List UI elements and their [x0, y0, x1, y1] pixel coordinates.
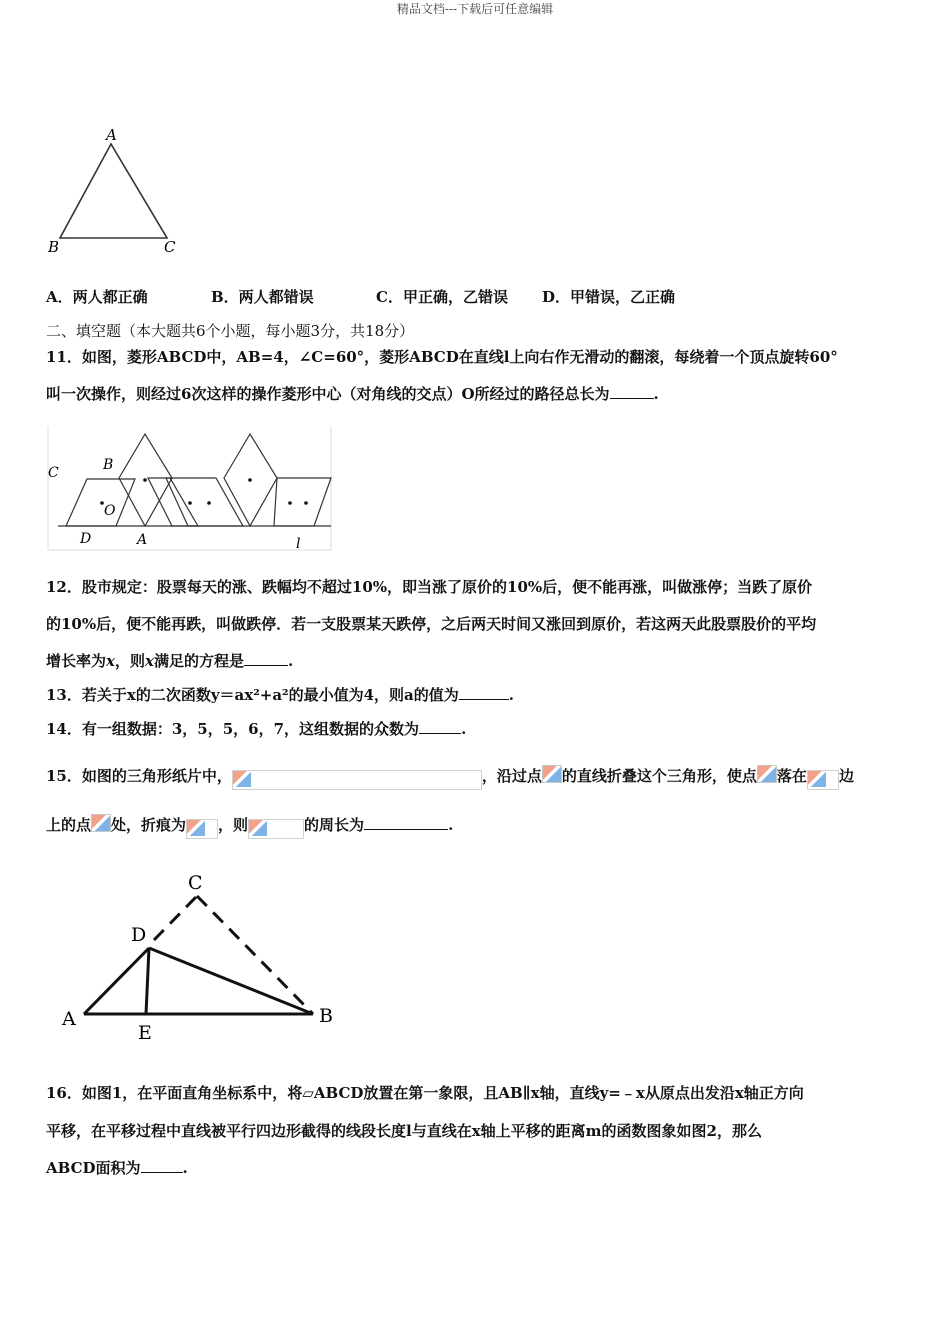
- fold-triangle-figure: [56, 868, 346, 1048]
- label-d: D: [80, 531, 92, 547]
- q15-line1: 15．如图的三角形纸片中， ，沿过点 的直线折叠这个三角形，使点 落在 边: [46, 765, 854, 790]
- triangle-figure: [40, 122, 190, 262]
- answer-blank: [141, 1158, 183, 1173]
- label-a: A: [62, 1008, 76, 1030]
- q12-line2: 的10%后，便不能再跌，叫做跌停．若一支股票某天跌停，之后两天时间又涨回到原价，若这两天此股票股价的平均: [46, 615, 817, 633]
- label-b: B: [103, 457, 114, 473]
- answer-blank: [459, 685, 509, 700]
- vertex-label-c: C: [164, 238, 176, 256]
- broken-image-icon: [186, 819, 218, 839]
- broken-image-icon: [757, 765, 777, 783]
- option-a: A．两人都正确: [46, 288, 148, 306]
- q13: 13．若关于x的二次函数y＝ax²+a²的最小值为4，则a的值为 .: [46, 686, 515, 704]
- q11-text: 叫一次操作，则经过6次这样的操作菱形中心（对角线的交点）O所经过的路径总长为: [46, 385, 610, 403]
- option-d: D．甲错误，乙正确: [542, 288, 676, 306]
- label-b: B: [319, 1005, 333, 1027]
- page-header: 精品文档---下载后可任意编辑: [396, 2, 554, 16]
- q16-line1: 16．如图1，在平面直角坐标系中，将▱ABCD放置在第一象限，且AB∥x轴，直线y=﹣x从原点出发沿x轴正方向: [46, 1084, 804, 1102]
- q15-line2: 上的点 处，折痕为 ，则 的周长为 .: [46, 814, 453, 839]
- rhombus-rolling-figure: [44, 426, 336, 552]
- answer-blank: [364, 815, 448, 830]
- vertex-label-b: B: [48, 238, 60, 256]
- q16-line3: ABCD面积为 .: [46, 1159, 188, 1177]
- q12-line1: 12．股市规定：股票每天的涨、跌幅均不超过10%，即当涨了原价的10%后，便不能再涨，叫做涨停；当跌了原价: [46, 578, 813, 596]
- label-e: E: [138, 1022, 152, 1044]
- label-c: C: [48, 465, 59, 481]
- vertex-label-a: A: [106, 126, 117, 144]
- broken-image-icon: [807, 770, 839, 790]
- label-l: l: [296, 536, 301, 552]
- q11-line1: 11．如图，菱形ABCD中，AB=4，∠C=60°，菱形ABCD在直线l上向右作无滑动的翻滚，每绕着一个顶点旋转60°: [46, 348, 838, 366]
- option-c: C．甲正确，乙错误: [376, 288, 508, 306]
- answer-blank: [419, 719, 461, 734]
- answer-blank: [244, 651, 288, 666]
- q12-line3: 增长率为x，则x满足的方程是 .: [46, 652, 294, 670]
- broken-image-icon: [542, 765, 562, 783]
- answer-blank: [610, 384, 654, 399]
- q14: 14．有一组数据：3，5，5，6，7，这组数据的众数为 .: [46, 720, 467, 738]
- option-b: B．两人都错误: [211, 288, 314, 306]
- triangle-shape: [60, 144, 167, 238]
- q16-line2: 平移，在平移过程中直线被平行四边形截得的线段长度l与直线在x轴上平移的距离m的函数图象如图2，那么: [46, 1122, 762, 1140]
- label-d: D: [131, 924, 147, 946]
- broken-image-icon: [232, 770, 482, 790]
- label-o: O: [104, 503, 116, 519]
- q11-line2: 叫一次操作，则经过6次这样的操作菱形中心（对角线的交点）O所经过的路径总长为 .: [46, 385, 659, 403]
- label-c: C: [188, 872, 203, 894]
- section-title: 二、填空题（本大题共6个小题，每小题3分，共18分）: [46, 322, 415, 340]
- label-a: A: [137, 532, 148, 548]
- broken-image-icon: [248, 819, 304, 839]
- broken-image-icon: [91, 814, 111, 832]
